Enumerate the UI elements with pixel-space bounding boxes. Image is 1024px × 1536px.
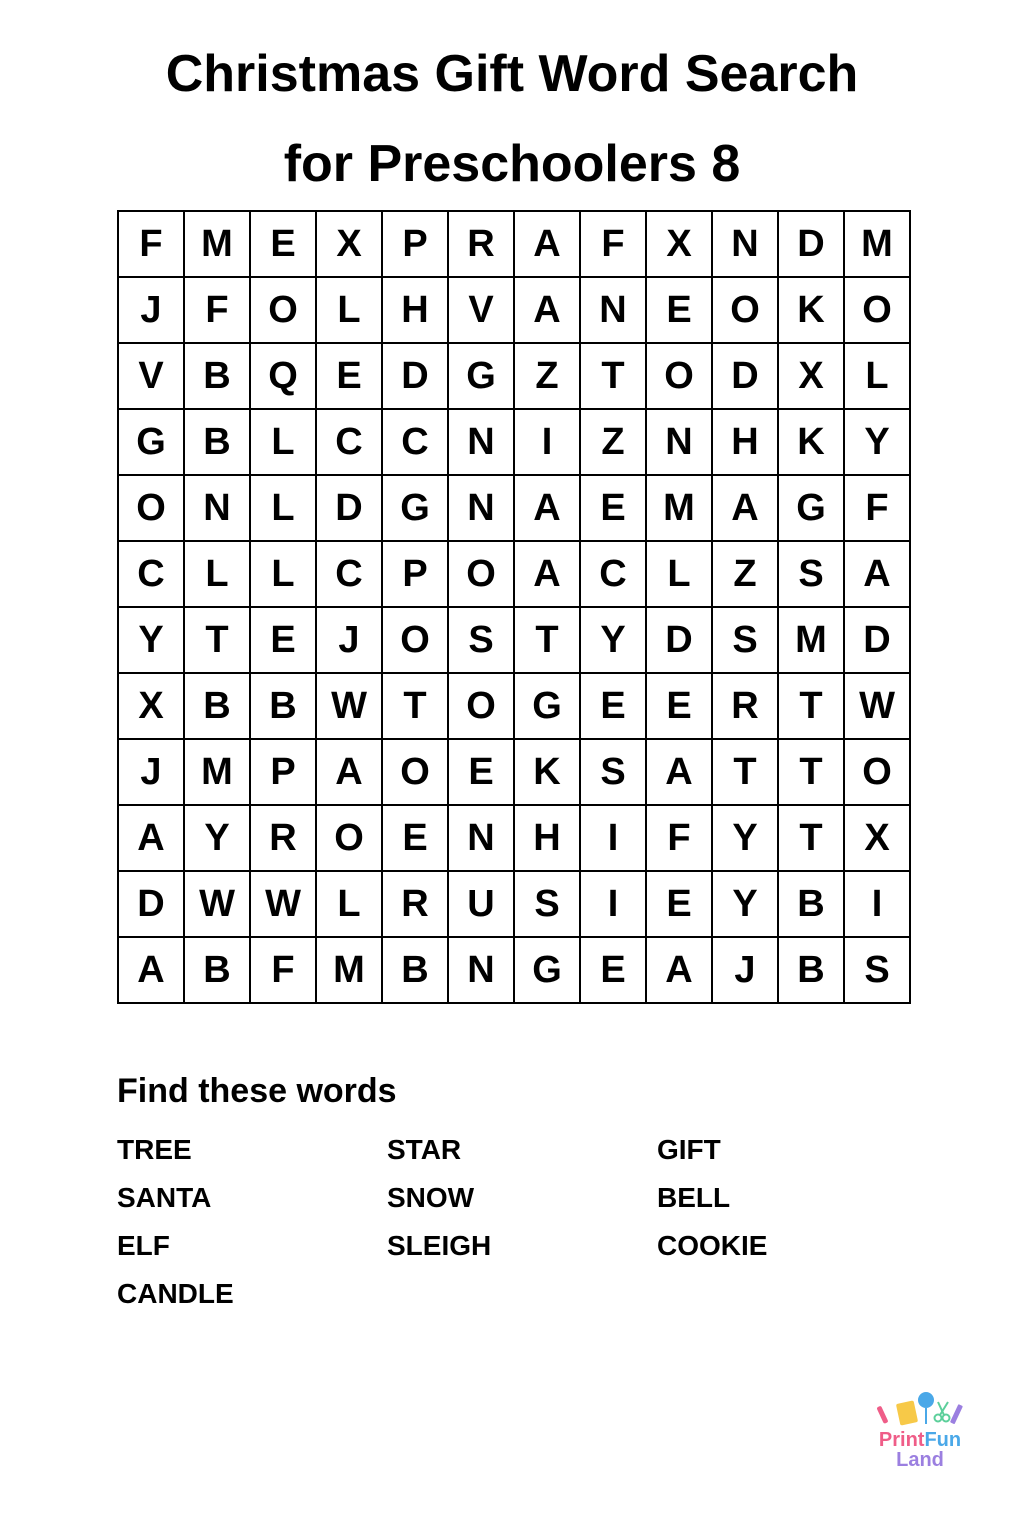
grid-cell: F — [580, 211, 646, 277]
page-title-line-2: for Preschoolers 8 — [283, 135, 741, 193]
page-title-line-1: Christmas Gift Word Search — [165, 45, 859, 103]
word-search-grid — [117, 210, 911, 1004]
grid-cell: L — [184, 541, 250, 607]
grid-row — [118, 937, 910, 1003]
grid-cell: N — [448, 409, 514, 475]
grid-cell: M — [646, 475, 712, 541]
grid-cell: W — [250, 871, 316, 937]
grid-cell: Y — [712, 871, 778, 937]
grid-row — [118, 211, 910, 277]
logo-print-text: Print — [878, 1429, 925, 1451]
grid-cell: B — [184, 673, 250, 739]
grid-cell: E — [316, 343, 382, 409]
logo-land-text: Land — [896, 1449, 944, 1471]
grid-cell: H — [382, 277, 448, 343]
grid-row — [118, 607, 910, 673]
grid-cell: E — [580, 673, 646, 739]
grid-cell: O — [316, 805, 382, 871]
grid-cell: A — [316, 739, 382, 805]
word-list-item: STAR — [387, 1134, 462, 1165]
grid-cell: L — [316, 871, 382, 937]
grid-cell: K — [514, 739, 580, 805]
grid-cell: J — [118, 277, 184, 343]
grid-cell: B — [250, 673, 316, 739]
grid-cell: O — [646, 343, 712, 409]
grid-cell: I — [844, 871, 910, 937]
grid-cell: S — [514, 871, 580, 937]
grid-cell: Y — [844, 409, 910, 475]
grid-cell: Q — [250, 343, 316, 409]
grid-cell: E — [382, 805, 448, 871]
grid-cell: O — [448, 673, 514, 739]
grid-cell: E — [250, 607, 316, 673]
grid-cell: L — [316, 277, 382, 343]
grid-cell: X — [118, 673, 184, 739]
grid-cell: Z — [712, 541, 778, 607]
grid-cell: G — [118, 409, 184, 475]
grid-cell: N — [580, 277, 646, 343]
grid-cell: A — [118, 937, 184, 1003]
grid-cell: J — [118, 739, 184, 805]
grid-cell: C — [316, 409, 382, 475]
grid-cell: A — [118, 805, 184, 871]
word-list-item: SLEIGH — [387, 1230, 492, 1261]
grid-cell: O — [250, 277, 316, 343]
grid-cell: L — [646, 541, 712, 607]
grid-cell: A — [646, 937, 712, 1003]
grid-cell: E — [580, 937, 646, 1003]
grid-cell: C — [316, 541, 382, 607]
logo-wordmark — [868, 1430, 972, 1450]
word-list-item: TREE — [117, 1134, 192, 1165]
grid-cell: S — [448, 607, 514, 673]
grid-cell: K — [778, 409, 844, 475]
word-list-item: BELL — [657, 1182, 731, 1213]
grid-row — [118, 475, 910, 541]
grid-cell: T — [778, 739, 844, 805]
grid-cell: A — [646, 739, 712, 805]
grid-cell: H — [712, 409, 778, 475]
grid-cell: E — [250, 211, 316, 277]
grid-cell: C — [118, 541, 184, 607]
grid-cell: X — [844, 805, 910, 871]
grid-cell: R — [712, 673, 778, 739]
grid-cell: I — [514, 409, 580, 475]
grid-cell: B — [184, 937, 250, 1003]
grid-cell: L — [250, 475, 316, 541]
grid-cell: F — [184, 277, 250, 343]
grid-cell: N — [184, 475, 250, 541]
grid-cell: O — [382, 739, 448, 805]
grid-cell: D — [712, 343, 778, 409]
grid-row — [118, 871, 910, 937]
grid-cell: M — [316, 937, 382, 1003]
grid-cell: D — [844, 607, 910, 673]
grid-cell: G — [448, 343, 514, 409]
grid-cell: A — [514, 211, 580, 277]
word-list — [117, 1128, 937, 1320]
grid-cell: D — [316, 475, 382, 541]
grid-row — [118, 409, 910, 475]
grid-cell: D — [646, 607, 712, 673]
word-list-item: SANTA — [117, 1182, 212, 1213]
grid-cell: S — [844, 937, 910, 1003]
grid-cell: O — [844, 739, 910, 805]
grid-cell: A — [514, 277, 580, 343]
grid-cell: O — [118, 475, 184, 541]
grid-cell: B — [778, 871, 844, 937]
word-list-item: COOKIE — [657, 1230, 768, 1261]
grid-cell: I — [580, 871, 646, 937]
grid-cell: D — [118, 871, 184, 937]
grid-cell: R — [250, 805, 316, 871]
grid-cell: E — [646, 673, 712, 739]
grid-cell: N — [448, 475, 514, 541]
grid-cell: W — [184, 871, 250, 937]
grid-cell: O — [712, 277, 778, 343]
grid-cell: J — [316, 607, 382, 673]
grid-cell: B — [382, 937, 448, 1003]
grid-cell: F — [118, 211, 184, 277]
grid-cell: Y — [580, 607, 646, 673]
grid-cell: N — [712, 211, 778, 277]
grid-row — [118, 343, 910, 409]
grid-cell: M — [184, 211, 250, 277]
word-list-item: CANDLE — [117, 1278, 234, 1309]
grid-cell: G — [514, 937, 580, 1003]
grid-cell: T — [712, 739, 778, 805]
grid-cell: E — [646, 871, 712, 937]
grid-cell: I — [580, 805, 646, 871]
grid-row — [118, 739, 910, 805]
grid-cell: K — [778, 277, 844, 343]
grid-cell: W — [316, 673, 382, 739]
grid-cell: D — [778, 211, 844, 277]
grid-cell: L — [844, 343, 910, 409]
grid-cell: A — [514, 475, 580, 541]
grid-row — [118, 673, 910, 739]
grid-row — [118, 541, 910, 607]
grid-cell: V — [448, 277, 514, 343]
grid-cell: G — [382, 475, 448, 541]
grid-cell: E — [448, 739, 514, 805]
logo-craft-icons — [868, 1388, 972, 1430]
grid-cell: R — [448, 211, 514, 277]
grid-cell: A — [712, 475, 778, 541]
grid-cell: B — [184, 343, 250, 409]
grid-cell: X — [646, 211, 712, 277]
grid-cell: Y — [118, 607, 184, 673]
word-list-item: SNOW — [387, 1182, 475, 1213]
grid-cell: O — [844, 277, 910, 343]
grid-cell: T — [580, 343, 646, 409]
grid-cell: G — [514, 673, 580, 739]
grid-cell: Y — [184, 805, 250, 871]
grid-cell: N — [448, 937, 514, 1003]
grid-cell: T — [778, 673, 844, 739]
grid-cell: W — [844, 673, 910, 739]
grid-cell: O — [382, 607, 448, 673]
grid-cell: T — [184, 607, 250, 673]
grid-row — [118, 805, 910, 871]
grid-cell: M — [778, 607, 844, 673]
grid-cell: J — [712, 937, 778, 1003]
grid-cell: L — [250, 541, 316, 607]
grid-cell: L — [250, 409, 316, 475]
grid-cell: X — [316, 211, 382, 277]
grid-cell: B — [778, 937, 844, 1003]
word-list-item: GIFT — [657, 1134, 721, 1165]
grid-cell: S — [580, 739, 646, 805]
grid-cell: S — [778, 541, 844, 607]
grid-cell: P — [382, 541, 448, 607]
grid-cell: Z — [580, 409, 646, 475]
grid-cell: C — [382, 409, 448, 475]
grid-cell: Y — [712, 805, 778, 871]
grid-cell: P — [250, 739, 316, 805]
grid-cell: C — [580, 541, 646, 607]
grid-cell: T — [778, 805, 844, 871]
grid-cell: F — [844, 475, 910, 541]
grid-cell: E — [580, 475, 646, 541]
word-list-heading: Find these words — [117, 1072, 397, 1110]
grid-cell: D — [382, 343, 448, 409]
grid-cell: U — [448, 871, 514, 937]
grid-cell: A — [514, 541, 580, 607]
grid-cell: X — [778, 343, 844, 409]
grid-row — [118, 277, 910, 343]
grid-cell: Z — [514, 343, 580, 409]
grid-cell: B — [184, 409, 250, 475]
grid-cell: E — [646, 277, 712, 343]
grid-cell: P — [382, 211, 448, 277]
grid-cell: R — [382, 871, 448, 937]
grid-cell: N — [646, 409, 712, 475]
grid-cell: S — [712, 607, 778, 673]
printfunland-logo — [868, 1388, 972, 1472]
grid-cell: V — [118, 343, 184, 409]
grid-cell: M — [844, 211, 910, 277]
grid-cell: O — [448, 541, 514, 607]
logo-fun-text: Fun — [924, 1429, 962, 1451]
grid-cell: H — [514, 805, 580, 871]
word-list-item: ELF — [117, 1230, 170, 1261]
grid-cell: M — [184, 739, 250, 805]
grid-cell: A — [844, 541, 910, 607]
grid-cell: F — [250, 937, 316, 1003]
grid-cell: G — [778, 475, 844, 541]
grid-cell: T — [514, 607, 580, 673]
grid-cell: F — [646, 805, 712, 871]
grid-cell: T — [382, 673, 448, 739]
grid-cell: N — [448, 805, 514, 871]
